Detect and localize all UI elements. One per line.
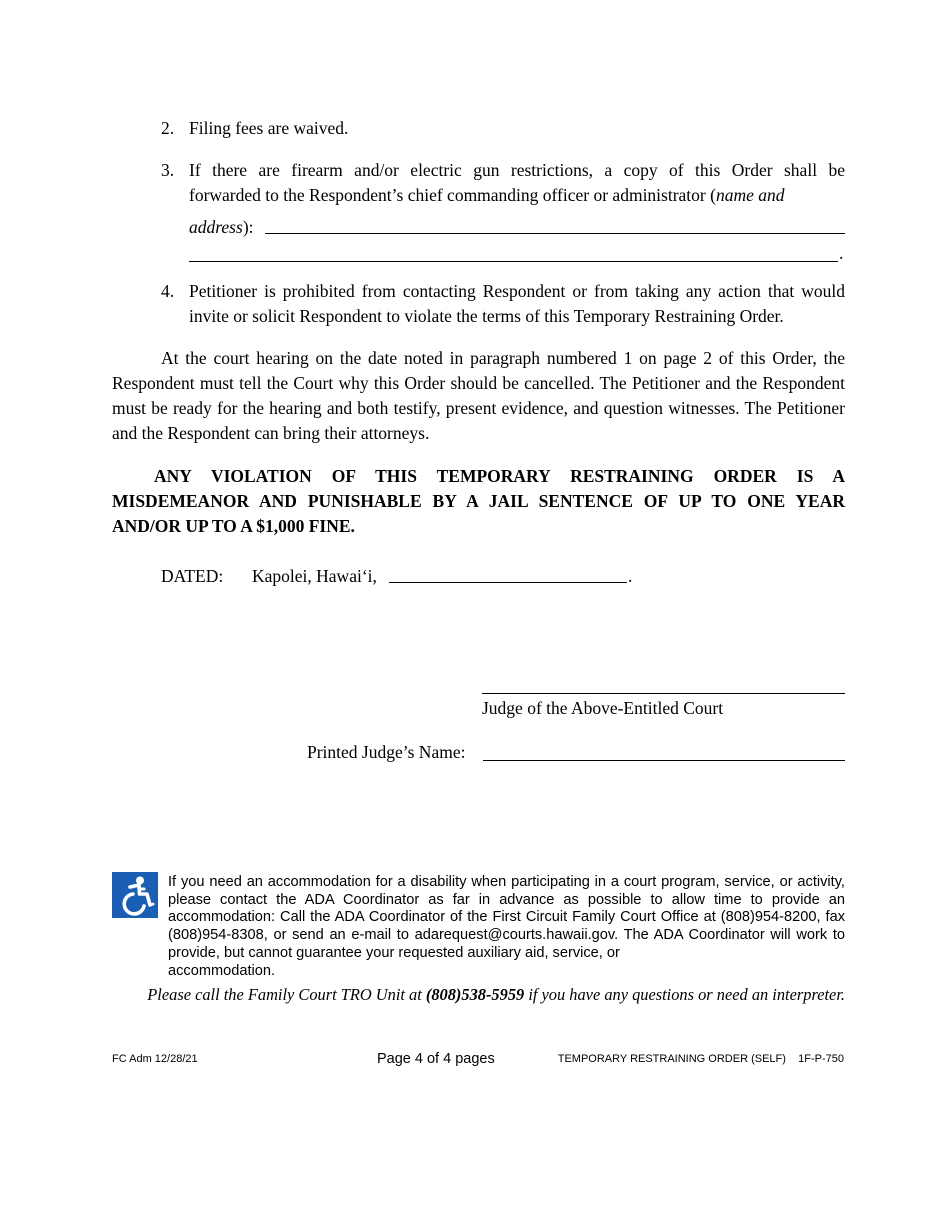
item-text-line: If there are firearm and/or electric gun restrictions, a copy of this Order shall be — [189, 160, 845, 180]
item-3-line-3 — [189, 215, 254, 240]
dated-place: Kapolei, Hawai‘i, — [252, 566, 377, 586]
item-3-line-2 — [189, 183, 784, 208]
item-number: 2. — [161, 118, 175, 138]
footer-page-number: Page 4 of 4 pages — [377, 1051, 495, 1067]
item-number: 4. — [161, 281, 175, 301]
item-text-line: Petitioner is prohibited from contacting Respondent or from taking any action that would — [189, 281, 845, 301]
judge-signature-line[interactable] — [482, 693, 845, 694]
item-4 — [161, 279, 845, 304]
tro-unit-note — [112, 982, 845, 1007]
line-end-period: . — [839, 243, 844, 263]
item-4-line-2: invite or solicit Respondent to violate the terms of this Temporary Restraining Order. — [189, 306, 784, 326]
officer-name-address-field[interactable] — [265, 233, 845, 234]
item-text: forwarded to the Respondent’s chief commanding officer or administrator ( — [189, 185, 716, 205]
hearing-paragraph: At the court hearing on the date noted in paragraph numbered 1 on page 2 of this Order, the Respondent must tell the Court why this Order should be cancelled. The Petitioner and the Respondent must be ready for the hearing and both testify, present evidence, and question witnesses. The Petitioner and the Respondent can bring their attorneys. — [112, 348, 845, 443]
item-number: 3. — [161, 160, 175, 180]
dated-label: DATED: — [161, 566, 224, 586]
ada-notice-text: If you need an accommodation for a disability when participating in a court program, service, or activity, please contact the ADA Coordinator as far in advance as possible to allow time to provide an accommodation: Call the ADA Coordinator of the First Circuit Family Court Office at (808)954-8200, fax (808)954-8308, or send an e-mail to adarequest@courts.hawaii.gov. The ADA Coordinator will work to provide, but cannot guarantee your requested auxiliary aid, service, or — [168, 874, 845, 961]
ada-notice-text-end: accommodation. — [168, 962, 276, 979]
dated-date-field[interactable] — [389, 582, 627, 583]
accessibility-icon — [112, 872, 158, 918]
item-text-italic: address — [189, 217, 243, 237]
tro-note-text-end: if you have any questions or need an interpreter. — [524, 985, 845, 1004]
footer-form-title: TEMPORARY RESTRAINING ORDER (SELF) 1F-P-750 — [557, 1053, 844, 1065]
item-3 — [161, 158, 845, 183]
item-text: Filing fees are waived. — [189, 118, 349, 138]
footer-form-revision: FC Adm 12/28/21 — [112, 1053, 198, 1065]
printed-judge-name-label: Printed Judge’s Name: — [307, 742, 466, 762]
item-text-italic: name and — [715, 185, 785, 205]
dated-period: . — [628, 566, 633, 586]
item-text: ): — [242, 217, 254, 237]
violation-warning: ANY VIOLATION OF THIS TEMPORARY RESTRAINING ORDER IS A MISDEMEANOR AND PUNISHABLE BY A JAIL SENTENCE OF UP TO ONE YEAR AND/OR UP TO A $1,000 FINE. — [112, 466, 845, 536]
tro-note-text: Please call the Family Court TRO Unit at — [147, 985, 426, 1004]
printed-judge-name-field[interactable] — [483, 760, 845, 761]
tro-phone-number: (808)538-5959 — [425, 985, 525, 1004]
officer-address-field-2[interactable] — [189, 261, 838, 262]
judge-caption: Judge of the Above-Entitled Court — [482, 698, 724, 718]
ada-notice — [168, 874, 845, 980]
item-2 — [161, 116, 845, 141]
